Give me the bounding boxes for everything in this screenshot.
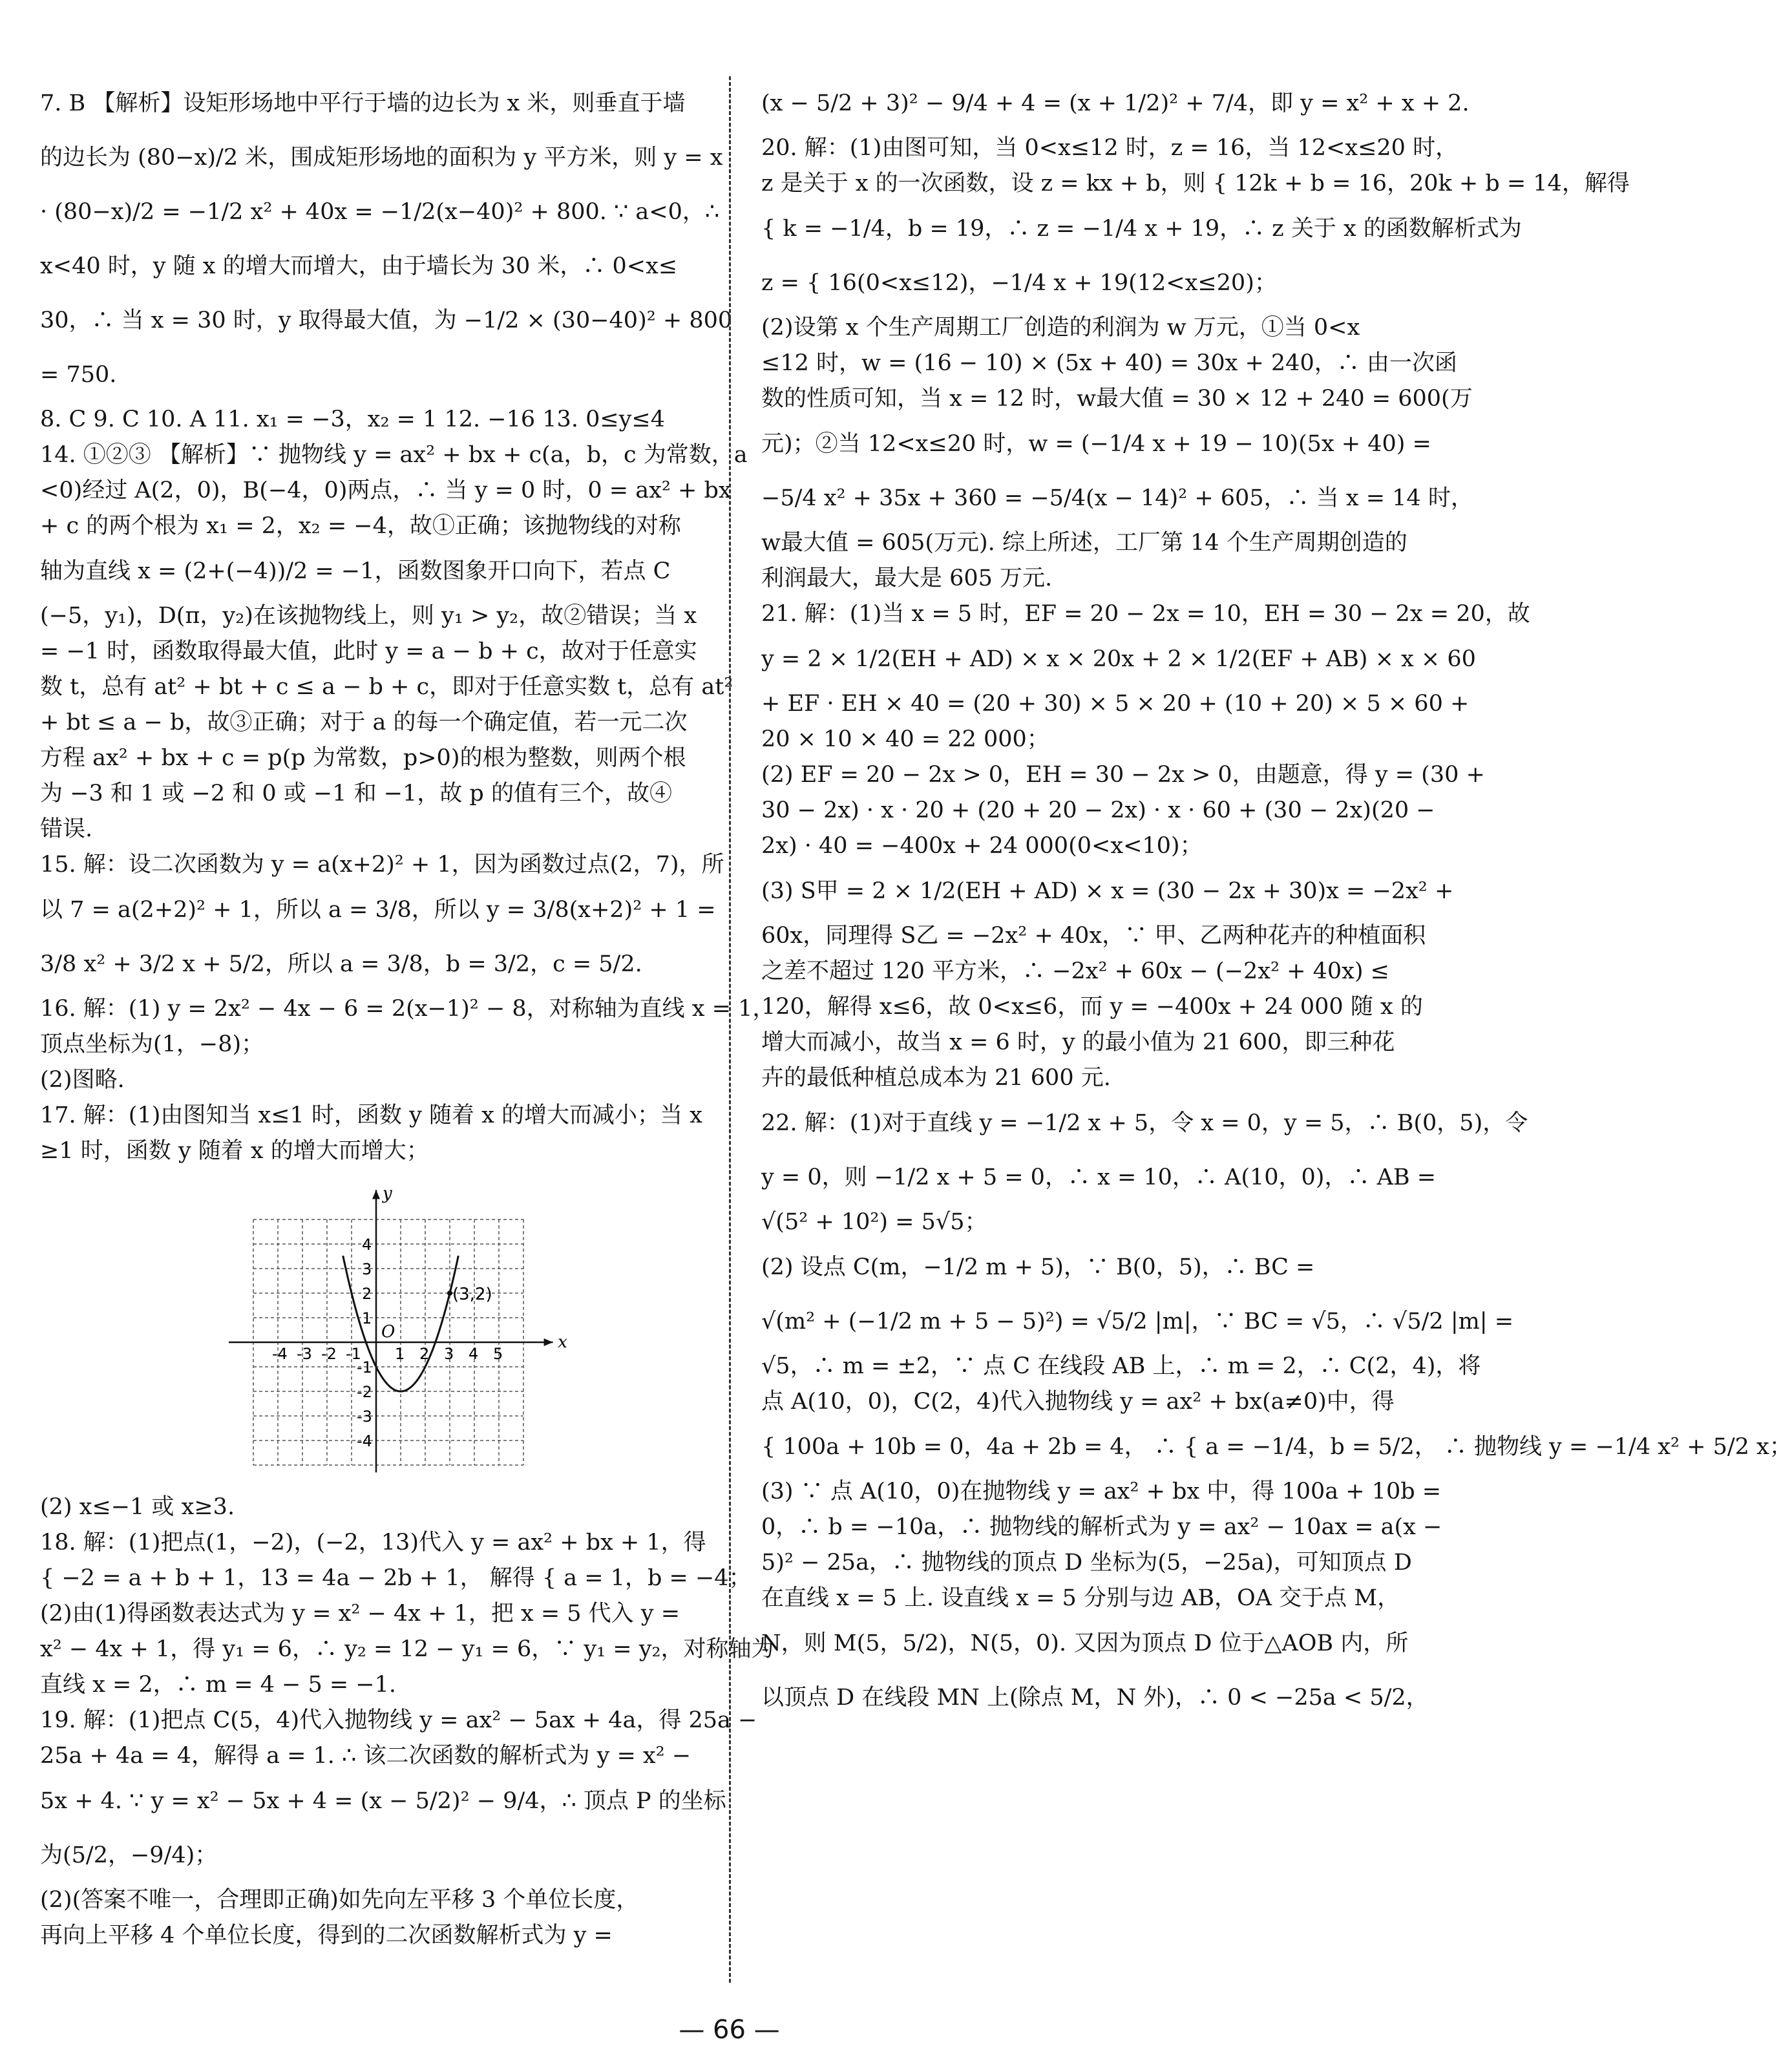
text-line: 在直线 x = 5 上. 设直线 x = 5 分别与边 AB，OA 交于点 M，	[761, 1585, 1400, 1611]
x-axis-label: x	[558, 1333, 567, 1352]
y-tick-label: 2	[362, 1285, 372, 1303]
x-tick-label: -2	[321, 1345, 337, 1363]
text-line: 直线 x = 2，∴ m = 4 − 5 = −1.	[40, 1672, 397, 1698]
point-label: (3,2)	[452, 1285, 492, 1304]
text-line: 再向上平移 4 个单位长度，得到的二次函数解析式为 y =	[40, 1923, 613, 1948]
text-line: (2)由(1)得函数表达式为 y = x² − 4x + 1，把 x = 5 代入 y =	[40, 1601, 680, 1627]
text-line: 20 × 10 × 40 = 22 000；	[761, 726, 1049, 752]
text-line: N，则 M(5，5/2)，N(5，0). 又因为顶点 D 位于△AOB 内，所	[761, 1630, 1409, 1656]
x-tick-label: -3	[297, 1345, 312, 1363]
x-tick-label: -4	[272, 1345, 288, 1363]
text-line: 为 −3 和 1 或 −2 和 0 或 −1 和 −1，故 p 的值有三个，故④	[40, 781, 672, 807]
y-tick-label: 4	[362, 1236, 372, 1254]
text-line: 以 7 = a(2+2)² + 1，所以 a = 3/8，所以 y = 3/8(x+2)² + 1 =	[40, 897, 716, 923]
text-line: w最大值 = 605(万元). 综上所述，工厂第 14 个生产周期创造的	[761, 530, 1407, 556]
text-line: 点 A(10，0)，C(2，4)代入抛物线 y = ax² + bx(a≠0)中，得	[761, 1389, 1395, 1415]
text-line: (2) EF = 20 − 2x > 0，EH = 30 − 2x > 0，由题意，得 y = (30 +	[761, 762, 1485, 788]
text-line: 15. 解：设二次函数为 y = a(x+2)² + 1，因为函数过点(2，7)，所	[40, 852, 724, 878]
text-line: (2)(答案不唯一，合理即正确)如先向左平移 3 个单位长度，	[40, 1887, 639, 1913]
text-line: (3) S甲 = 2 × 1/2(EH + AD) × x = (30 − 2x + 30)x = −2x² +	[761, 878, 1454, 904]
text-line: y = 0，则 −1/2 x + 5 = 0，∴ x = 10，∴ A(10，0)，∴ AB =	[761, 1165, 1437, 1190]
text-line: · (80−x)/2 = −1/2 x² + 40x = −1/2(x−40)² + 800. ∵ a<0，∴	[40, 199, 720, 225]
text-line: + c 的两个根为 x₁ = 2，x₂ = −4，故①正确；该抛物线的对称	[40, 513, 681, 539]
x-axis-arrow	[544, 1338, 553, 1346]
text-line: 60x，同理得 S乙 = −2x² + 40x，∵ 甲、乙两种花卉的种植面积	[761, 923, 1426, 949]
text-line: x² − 4x + 1，得 y₁ = 6，∴ y₂ = 12 − y₁ = 6，∵ y₁ = y₂，对称轴为	[40, 1636, 774, 1662]
text-line: 30 − 2x) · x · 20 + (20 + 20 − 2x) · x · 60 + (30 − 2x)(20 −	[761, 797, 1435, 823]
x-tick-label: -1	[346, 1345, 361, 1363]
text-line: 14. ①②③ 【解析】∵ 抛物线 y = ax² + bx + c(a，b，c 为常数，a	[40, 442, 748, 468]
text-line: (x − 5/2 + 3)² − 9/4 + 4 = (x + 1/2)² + 7/4，即 y = x² + x + 2.	[761, 90, 1470, 116]
y-tick-label: 3	[362, 1260, 372, 1278]
text-line: (2)图略.	[40, 1067, 125, 1093]
y-tick-label: -3	[357, 1408, 372, 1426]
text-line: 之差不超过 120 平方米，∴ −2x² + 60x − (−2x² + 40x) ≤	[761, 958, 1389, 984]
text-line: (2)设第 x 个生产周期工厂创造的利润为 w 万元，①当 0<x	[761, 315, 1360, 341]
y-tick-label: -2	[357, 1383, 372, 1401]
text-line: 8. C 9. C 10. A 11. x₁ = −3，x₂ = 1 12. −16 13. 0≤y≤4	[40, 406, 666, 432]
text-line: 2x) · 40 = −400x + 24 000(0<x<10)；	[761, 833, 1203, 859]
text-line: + EF · EH × 40 = (20 + 30) × 5 × 20 + (10 + 20) × 5 × 60 +	[761, 691, 1470, 717]
text-line: 增大而减小，故当 x = 6 时，y 的最小值为 21 600，即三种花	[761, 1029, 1395, 1055]
text-line: √5，∴ m = ±2，∵ 点 C 在线段 AB 上，∴ m = 2，∴ C(2，4)，将	[761, 1353, 1481, 1379]
y-axis-label: y	[383, 1184, 392, 1204]
x-tick-label: 4	[469, 1345, 479, 1363]
text-line: (2) 设点 C(m，−1/2 m + 5)，∵ B(0，5)，∴ BC =	[761, 1254, 1315, 1280]
point-marker	[447, 1291, 452, 1296]
text-line: z 是关于 x 的一次函数，设 z = kx + b，则 { 12k + b = 16，20k + b = 14，解得	[761, 171, 1630, 196]
text-line: = −1 时，函数取得最大值，此时 y = a − b + c，故对于任意实	[40, 638, 697, 664]
text-line: 方程 ax² + bx + c = p(p 为常数，p>0)的根为整数，则两个根	[40, 745, 686, 771]
text-line: ≤12 时，w = (16 − 10) × (5x + 40) = 30x + 240，∴ 由一次函	[761, 350, 1457, 376]
text-line: + bt ≤ a − b，故③正确；对于 a 的每一个确定值，若一元二次	[40, 710, 688, 735]
text-line: y = 2 × 1/2(EH + AD) × x × 20x + 2 × 1/2(EF + AB) × x × 60	[761, 646, 1476, 672]
text-line: ≥1 时，函数 y 随着 x 的增大而增大；	[40, 1138, 429, 1164]
text-line: <0)经过 A(2，0)，B(−4，0)两点，∴ 当 y = 0 时，0 = ax² + bx	[40, 478, 732, 503]
text-line: z = { 16(0<x≤12)，−1/4 x + 19(12<x≤20)；	[761, 270, 1277, 296]
x-tick-label: 3	[444, 1345, 454, 1363]
text-line: 错误.	[40, 816, 93, 842]
x-tick-label: 5	[493, 1345, 503, 1363]
text-line: 5x + 4. ∵ y = x² − 5x + 4 = (x − 5/2)² − 9/4，∴ 顶点 P 的坐标	[40, 1788, 726, 1814]
text-line: 7. B 【解析】设矩形场地中平行于墙的边长为 x 米，则垂直于墙	[40, 90, 686, 116]
text-line: (3) ∵ 点 A(10，0)在抛物线 y = ax² + bx 中，得 100a + 10b =	[761, 1479, 1442, 1504]
y-tick-label: -1	[357, 1358, 372, 1377]
x-tick-label: 2	[419, 1345, 430, 1363]
text-line: 16. 解：(1) y = 2x² − 4x − 6 = 2(x−1)² − 8，对称轴为直线 x = 1，	[40, 996, 775, 1022]
text-line: (2) x≤−1 或 x≥3.	[40, 1494, 235, 1520]
text-line: 为(5/2，−9/4)；	[40, 1842, 218, 1868]
text-line: 的边长为 (80−x)/2 米，围成矩形场地的面积为 y 平方米，则 y = x	[40, 145, 723, 171]
y-tick-label: 1	[362, 1309, 372, 1327]
text-line: x<40 时，y 随 x 的增大而增大，由于墙长为 30 米，∴ 0<x≤	[40, 253, 678, 279]
text-line: 30，∴ 当 x = 30 时，y 取得最大值，为 −1/2 × (30−40)² + 800	[40, 308, 733, 333]
text-line: 120，解得 x≤6，故 0<x≤6，而 y = −400x + 24 000 随 x 的	[761, 994, 1423, 1020]
function-graph	[227, 1181, 589, 1478]
column-divider	[729, 76, 731, 1983]
x-tick-label: 1	[395, 1345, 405, 1363]
text-line: −5/4 x² + 35x + 360 = −5/4(x − 14)² + 605，∴ 当 x = 14 时，	[761, 485, 1473, 511]
left-column	[40, 76, 775, 1954]
text-line: 19. 解：(1)把点 C(5，4)代入抛物线 y = ax² − 5ax + 4a，得 25a −	[40, 1707, 757, 1733]
text-line: { −2 = a + b + 1，13 = 4a − 2b + 1， 解得 { a = 1，b = −4；	[40, 1565, 752, 1591]
text-line: { k = −1/4，b = 19，∴ z = −1/4 x + 19，∴ z 关于 x 的函数解析式为	[761, 216, 1522, 242]
text-line: 数 t，总有 at² + bt + c ≤ a − b + c，即对于任意实数 t，总有 at²	[40, 674, 733, 700]
text-line: 元)；②当 12<x≤20 时，w = (−1/4 x + 19 − 10)(5x + 40) =	[761, 431, 1431, 457]
text-line: { 100a + 10b = 0，4a + 2b = 4， ∴ { a = −1/4，b = 5/2， ∴ 抛物线 y = −1/4 x² + 5/2 x；	[761, 1434, 1792, 1460]
text-line: 以顶点 D 在线段 MN 上(除点 M，N 外)，∴ 0 < −25a < 5/2，	[761, 1685, 1429, 1711]
text-line: √(5² + 10²) = 5√5；	[761, 1209, 987, 1235]
text-line: = 750.	[40, 362, 117, 388]
text-line: 3/8 x² + 3/2 x + 5/2，所以 a = 3/8，b = 3/2，c = 5/2.	[40, 951, 642, 977]
text-line: 18. 解：(1)把点(1，−2)，(−2，13)代入 y = ax² + bx + 1，得	[40, 1530, 706, 1556]
text-line: 20. 解：(1)由图可知，当 0<x≤12 时，z = 16，当 12<x≤20 时，	[761, 135, 1459, 161]
text-line: 17. 解：(1)由图知当 x≤1 时，函数 y 随着 x 的增大而减小；当 x	[40, 1103, 702, 1128]
graph-figure	[227, 1181, 589, 1478]
text-line: 0，∴ b = −10a，∴ 抛物线的解析式为 y = ax² − 10ax = a(x −	[761, 1514, 1442, 1540]
text-line: (−5，y₁)，D(π，y₂)在该抛物线上，则 y₁ > y₂，故②错误；当 x	[40, 603, 697, 629]
text-line: 利润最大，最大是 605 万元.	[761, 565, 1053, 591]
y-axis-arrow	[372, 1190, 380, 1199]
y-tick-label: -4	[357, 1432, 372, 1450]
text-line: 5)² − 25a，∴ 抛物线的顶点 D 坐标为(5，−25a)，可知顶点 D	[761, 1550, 1412, 1576]
text-line: 25a + 4a = 4，解得 a = 1. ∴ 该二次函数的解析式为 y = x² −	[40, 1743, 691, 1769]
text-line: √(m² + (−1/2 m + 5 − 5)²) = √5/2 |m|，∵ BC = √5，∴ √5/2 |m| =	[761, 1309, 1514, 1335]
text-line: 卉的最低种植总成本为 21 600 元.	[761, 1065, 1111, 1091]
text-line: 21. 解：(1)当 x = 5 时，EF = 20 − 2x = 10，EH = 30 − 2x = 20，故	[761, 601, 1530, 627]
text-line: 22. 解：(1)对于直线 y = −1/2 x + 5，令 x = 0，y = 5，∴ B(0，5)，令	[761, 1110, 1528, 1136]
text-line: 数的性质可知，当 x = 12 时，w最大值 = 30 × 12 + 240 = 600(万	[761, 386, 1473, 412]
origin-label: O	[381, 1322, 395, 1342]
text-line: 顶点坐标为(1，−8)；	[40, 1031, 264, 1057]
text-line: 轴为直线 x = (2+(−4))/2 = −1，函数图象开口向下，若点 C	[40, 558, 671, 584]
page-number: — 66 —	[679, 2015, 780, 2045]
right-column	[761, 76, 1792, 1725]
